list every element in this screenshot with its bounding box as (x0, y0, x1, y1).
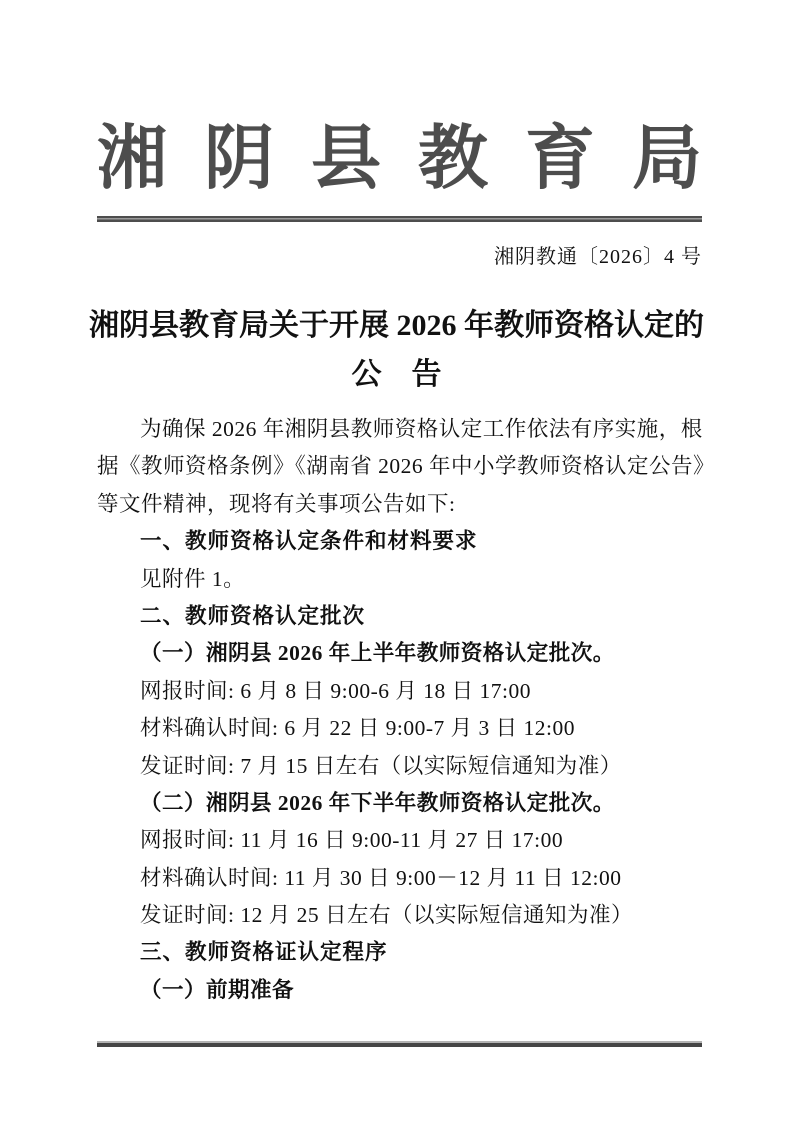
body-line: 材料确认时间: 6 月 22 日 9:00-7 月 3 日 12:00 (140, 716, 575, 741)
letterhead-char: 县 (311, 121, 381, 198)
letterhead-agency-name (97, 116, 702, 204)
letterhead-char: 湘 (97, 121, 167, 198)
body-line: 材料确认时间: 11 月 30 日 9:00－12 月 11 日 12:00 (140, 865, 622, 890)
body-line: 二、教师资格认定批次 (140, 603, 366, 628)
notice-title-line1: 湘阴县教育局关于开展 2026 年教师资格认定的 (89, 309, 704, 342)
body-line: 网报时间: 6 月 8 日 9:00-6 月 18 日 17:00 (140, 678, 531, 703)
notice-title-line2: 公 告 (351, 358, 442, 391)
body-line: 一、教师资格认定条件和材料要求 (140, 529, 478, 554)
body-line: 据《教师资格条例》《湖南省 2026 年中小学教师资格认定公告》 (97, 454, 716, 479)
body-line: 网报时间: 11 月 16 日 9:00-11 月 27 日 17:00 (140, 828, 564, 853)
notice-body (97, 411, 716, 1009)
letterhead-char: 教 (418, 121, 488, 198)
body-line: 见附件 1。 (140, 566, 246, 591)
document-number: 湘阴教通〔2026〕4 号 (494, 246, 702, 268)
body-line: （二）湘阴县 2026 年下半年教师资格认定批次。 (140, 790, 615, 815)
body-line: 发证时间: 7 月 15 日左右（以实际短信通知为准） (140, 753, 622, 778)
letterhead-char: 育 (525, 121, 595, 198)
footer-divider-line (97, 1041, 702, 1047)
body-line: （一）前期准备 (140, 977, 295, 1002)
letterhead-char: 阴 (204, 121, 274, 198)
body-line: （一）湘阴县 2026 年上半年教师资格认定批次。 (140, 641, 615, 666)
body-line: 等文件精神，现将有关事项公告如下: (97, 491, 456, 516)
body-line: 三、教师资格证认定程序 (140, 940, 388, 965)
body-line: 发证时间: 12 月 25 日左右（以实际短信通知为准） (140, 903, 633, 928)
notice-title (0, 301, 793, 399)
letterhead-divider-line (97, 216, 702, 222)
letterhead-char: 局 (632, 121, 702, 198)
body-line: 为确保 2026 年湘阴县教师资格认定工作依法有序实施，根 (140, 417, 703, 441)
